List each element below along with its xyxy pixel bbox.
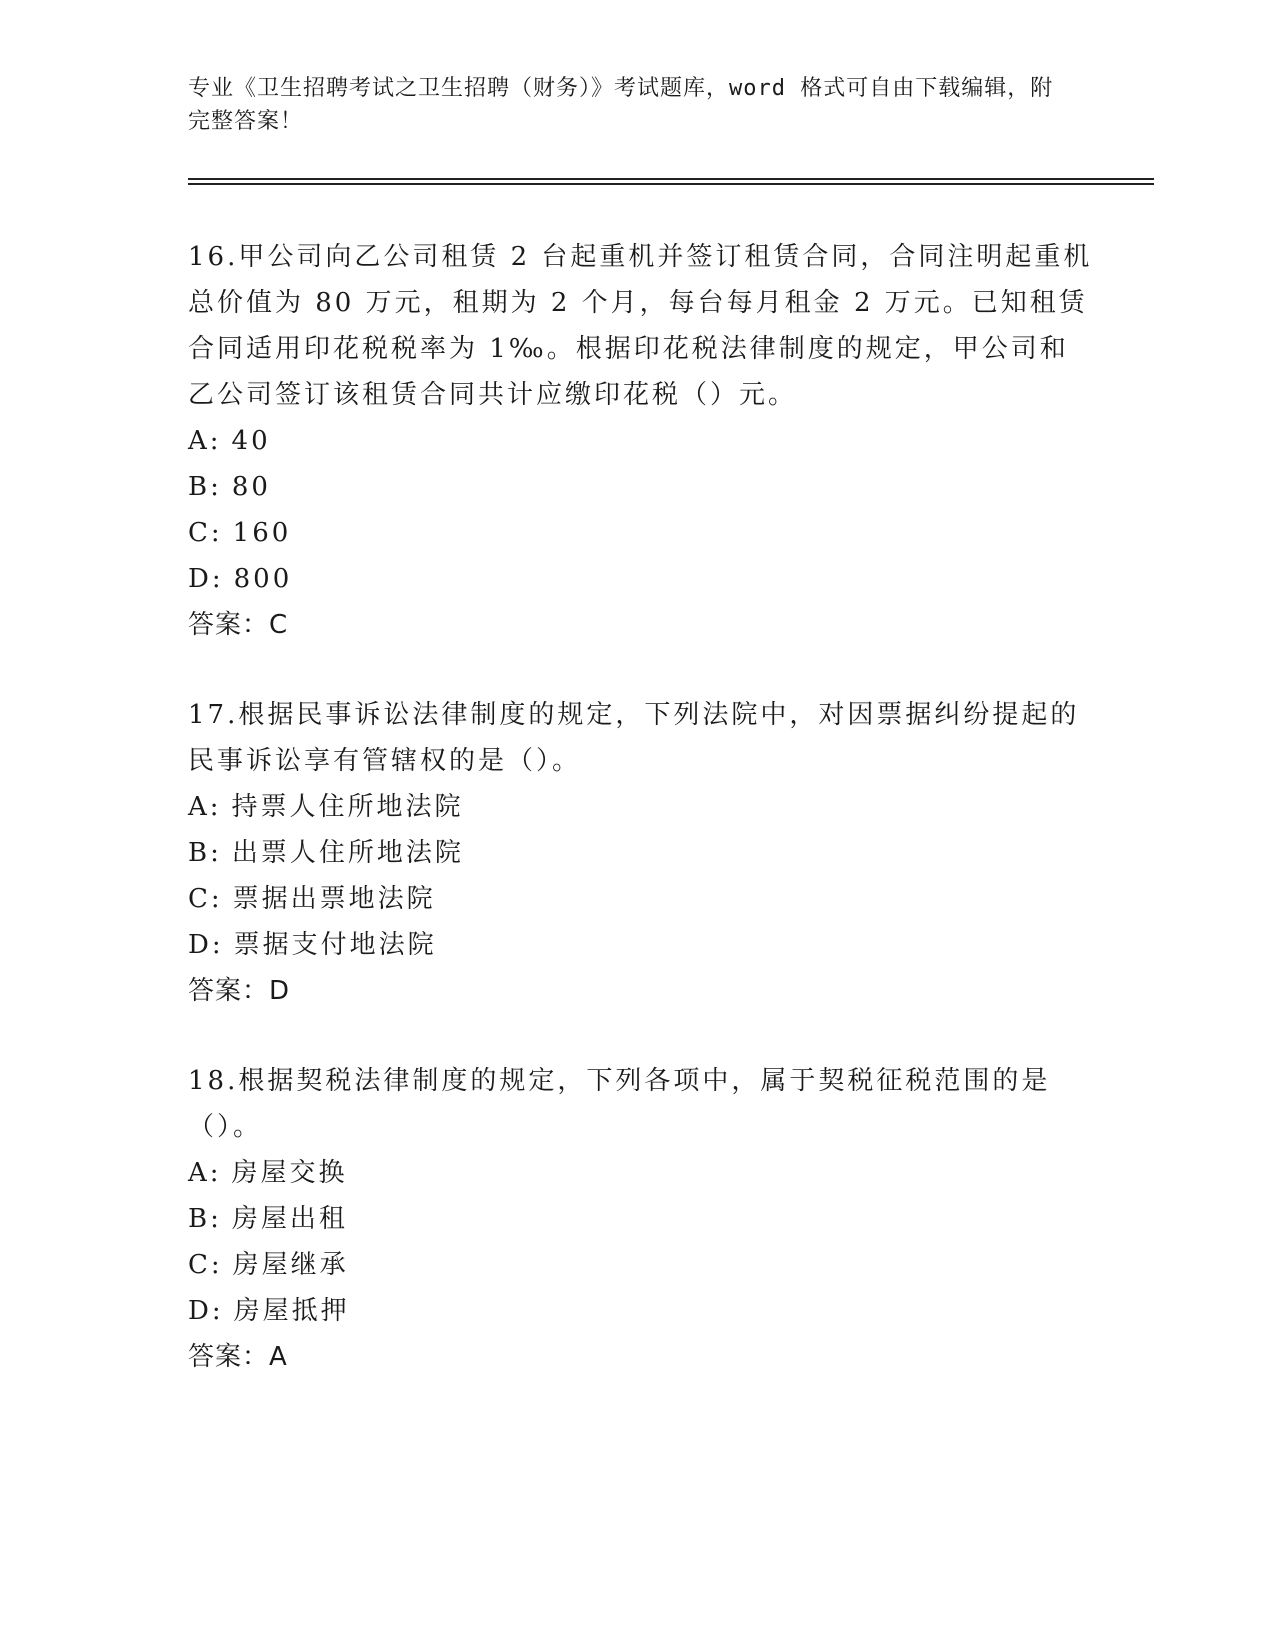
option-text: 票据出票地法院	[232, 884, 436, 914]
option-text: 房屋抵押	[233, 1296, 350, 1326]
option-d	[188, 1288, 1093, 1334]
option-letter: B:	[188, 1204, 222, 1234]
option-text: 房屋继承	[232, 1250, 349, 1280]
option-b	[188, 1196, 1093, 1242]
option-a	[188, 418, 1093, 464]
option-text: 房屋出租	[231, 1204, 348, 1234]
option-letter: B:	[188, 472, 222, 502]
option-b	[188, 464, 1093, 510]
question-stem: 16.甲公司向乙公司租赁 2 台起重机并签订租赁合同，合同注明起重机总价值为 80 万元，租期为 2 个月，每台每月租金 2 万元。已知租赁合同适用印花税税率为 1‰。根据印花税法律制度的规定，甲公司和乙公司签订该租赁合同共计应缴印花税（）元。	[188, 242, 1093, 410]
option-letter: D:	[188, 564, 224, 594]
option-letter: C:	[188, 884, 223, 914]
question-stem: 17.根据民事诉讼法律制度的规定，下列法院中，对因票据纠纷提起的民事诉讼享有管辖权的是（）。	[188, 700, 1080, 776]
option-c	[188, 510, 1093, 556]
document-header: 专业《卫生招聘考试之卫生招聘（财务）》考试题库，word 格式可自由下载编辑，附完整答案！	[188, 76, 1054, 134]
header-divider-bottom	[188, 183, 1154, 185]
question-16	[188, 234, 1093, 648]
answer-line: 答案：A	[188, 1342, 288, 1372]
option-c	[188, 876, 1093, 922]
option-text: 出票人住所地法院	[231, 838, 464, 868]
option-letter: D:	[188, 1296, 224, 1326]
option-letter: C:	[188, 1250, 223, 1280]
option-text: 40	[231, 426, 271, 456]
header-divider-top	[188, 178, 1154, 180]
option-text: 房屋交换	[231, 1158, 348, 1188]
option-letter: A:	[188, 1158, 222, 1188]
option-text: 持票人住所地法院	[231, 792, 464, 822]
option-letter: D:	[188, 930, 224, 960]
answer-line: 答案：D	[188, 976, 291, 1006]
question-17	[188, 692, 1093, 1014]
answer-line: 答案：C	[188, 610, 289, 640]
option-letter: A:	[188, 426, 222, 456]
option-letter: C:	[188, 518, 223, 548]
question-stem: 18.根据契税法律制度的规定，下列各项中，属于契税征税范围的是（）。	[188, 1066, 1051, 1142]
option-a	[188, 1150, 1093, 1196]
option-d	[188, 556, 1093, 602]
option-c	[188, 1242, 1093, 1288]
option-text: 80	[231, 472, 271, 502]
option-text: 票据支付地法院	[233, 930, 437, 960]
option-letter: A:	[188, 792, 222, 822]
option-text: 160	[232, 518, 292, 548]
option-d	[188, 922, 1093, 968]
option-text: 800	[233, 564, 293, 594]
option-a	[188, 784, 1093, 830]
question-18	[188, 1058, 1093, 1380]
option-b	[188, 830, 1093, 876]
option-letter: B:	[188, 838, 222, 868]
